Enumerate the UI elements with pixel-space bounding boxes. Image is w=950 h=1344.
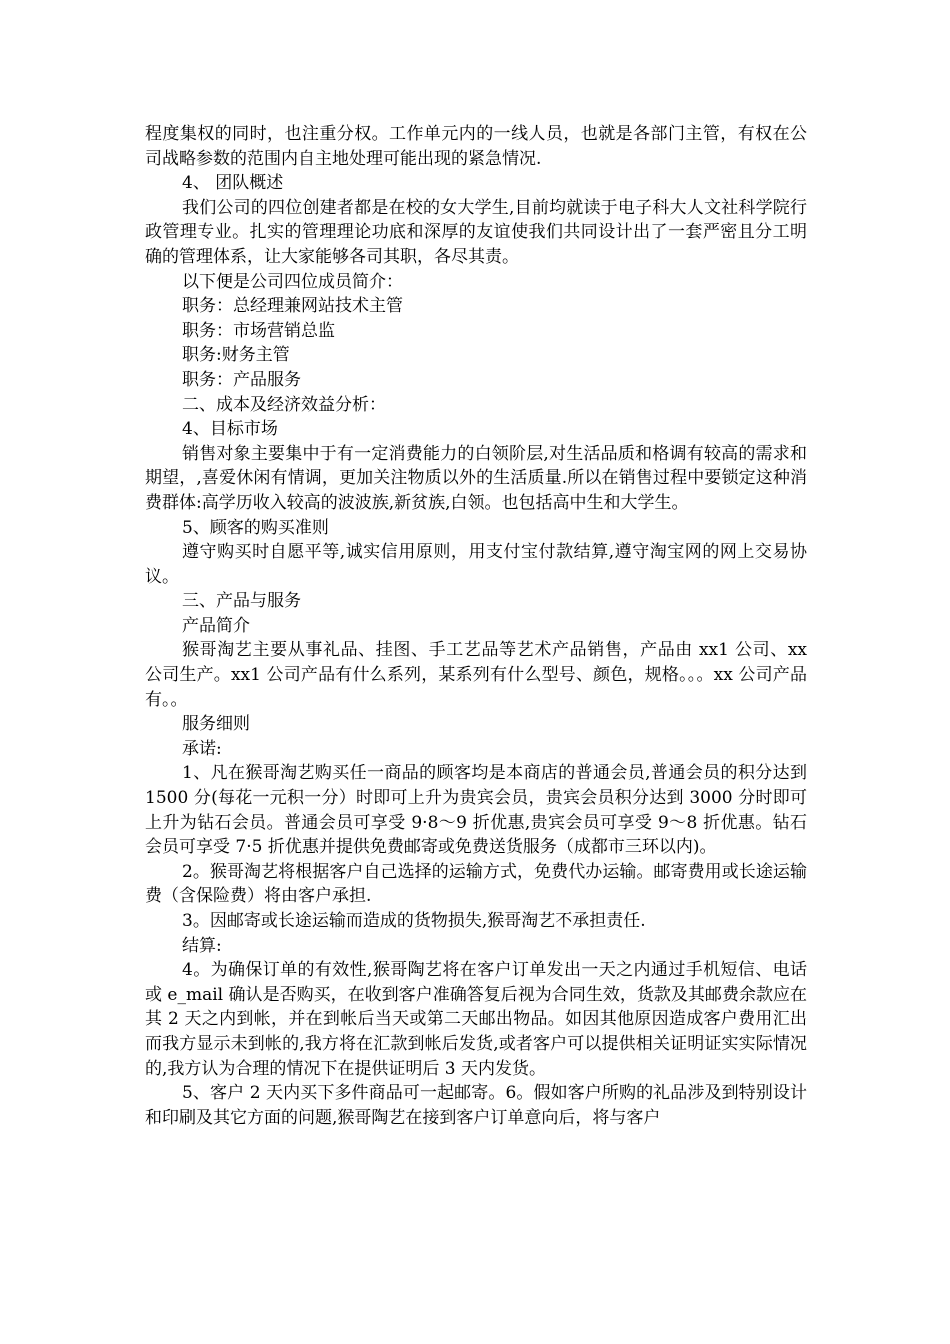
heading-service-rules: 服务细则 (182, 714, 250, 735)
paragraph-members-intro: 以下便是公司四位成员简介： (182, 271, 403, 292)
member-role-4: 职务：产品服务 (182, 369, 301, 390)
paragraph-combined-shipping: 5、客户 2 天内买下多件商品可一起邮寄。6。假如客户所购的礼品涉及到特别设计和印刷及其它方面的问题,猴哥陶艺在接到客户订单意向后，将与客户 (145, 1083, 807, 1128)
heading-product-intro: 产品简介 (182, 615, 250, 636)
paragraph-membership: 1、凡在猴哥淘艺购买任一商品的顾客均是本商店的普通会员,普通会员的积分达到 1500 分(每花一元积一分）时即可上升为贵宾会员，贵宾会员积分达到 3000 分时即可上升为钻石会员。普通会员可享受 9·8～9 折优惠,贵宾会员可享受 9～8 折优惠。钻石会员可享受 7·5 折优惠并提供免费邮寄或免费送货服务（成都市三环以内)。 (145, 763, 807, 858)
member-role-3: 职务:财务主管 (182, 345, 290, 366)
heading-team-overview: 4、 团队概述 (182, 173, 284, 194)
heading-target-market: 4、目标市场 (182, 419, 278, 440)
heading-commitment: 承诺: (182, 738, 222, 759)
paragraph-order-confirmation: 4。为确保订单的有效性,猴哥陶艺将在客户订单发出一天之内通过手机短信、电话或 e_mail 确认是否购买，在收到客户准确答复后视为合同生效，货款及其邮费余款应在其 2 天之内到帐，并在到帐后当天或第二天邮出物品。如因其他原因造成客户费用汇出而我方显示未到帐的,我方将在汇款到帐后发货,或者客户可以提供相关证明证实实际情况的,我方认为合理的情况下在提供证明后 3 天内发货。 (145, 960, 807, 1079)
heading-products-services: 三、产品与服务 (182, 591, 301, 612)
paragraph-product-intro: 猴哥淘艺主要从事礼品、挂图、手工艺品等艺术产品销售，产品由 xx1 公司、xx 公司生产。xx1 公司产品有什么系列，某系列有什么型号、颜色，规格。。。xx 公司产品有。。 (145, 640, 807, 710)
paragraph-target-market: 销售对象主要集中于有一定消费能力的白领阶层,对生活品质和格调有较高的需求和期望，,喜爱休闲有情调，更加关注物质以外的生活质量.所以在销售过程中要锁定这种消费群体:高学历收入较高的波波族,新贫族,白领。也包括高中生和大学生。 (145, 443, 807, 513)
member-role-1: 职务：总经理兼网站技术主管 (182, 296, 403, 317)
heading-purchase-rules: 5、顾客的购买准则 (182, 517, 329, 538)
paragraph-founders: 我们公司的四位创建者都是在校的女大学生,目前均就读于电子科大人文社科学院行政管理专业。扎实的管理理论功底和深厚的友谊使我们共同设计出了一套严密且分工明确的管理体系，让大家能够各司其职，各尽其责。 (145, 197, 807, 267)
paragraph-management-authority: 程度集权的同时，也注重分权。工作单元内的一线人员，也就是各部门主管，有权在公司战略参数的范围内自主地处理可能出现的紧急情况. (145, 124, 807, 169)
member-role-2: 职务：市场营销总监 (182, 320, 335, 341)
paragraph-liability: 3。因邮寄或长途运输而造成的货物损失,猴哥淘艺不承担责任. (182, 911, 646, 931)
heading-cost-analysis: 二、成本及经济效益分析： (182, 394, 386, 415)
document-body (145, 122, 807, 1130)
paragraph-purchase-rules: 遵守购买时自愿平等,诚实信用原则，用支付宝付款结算,遵守淘宝网的网上交易协议。 (145, 542, 807, 587)
paragraph-shipping: 2。猴哥淘艺将根据客户自己选择的运输方式，免费代办运输。邮寄费用或长途运输费（含保险费）将由客户承担. (145, 861, 807, 907)
heading-settlement: 结算: (182, 935, 222, 956)
